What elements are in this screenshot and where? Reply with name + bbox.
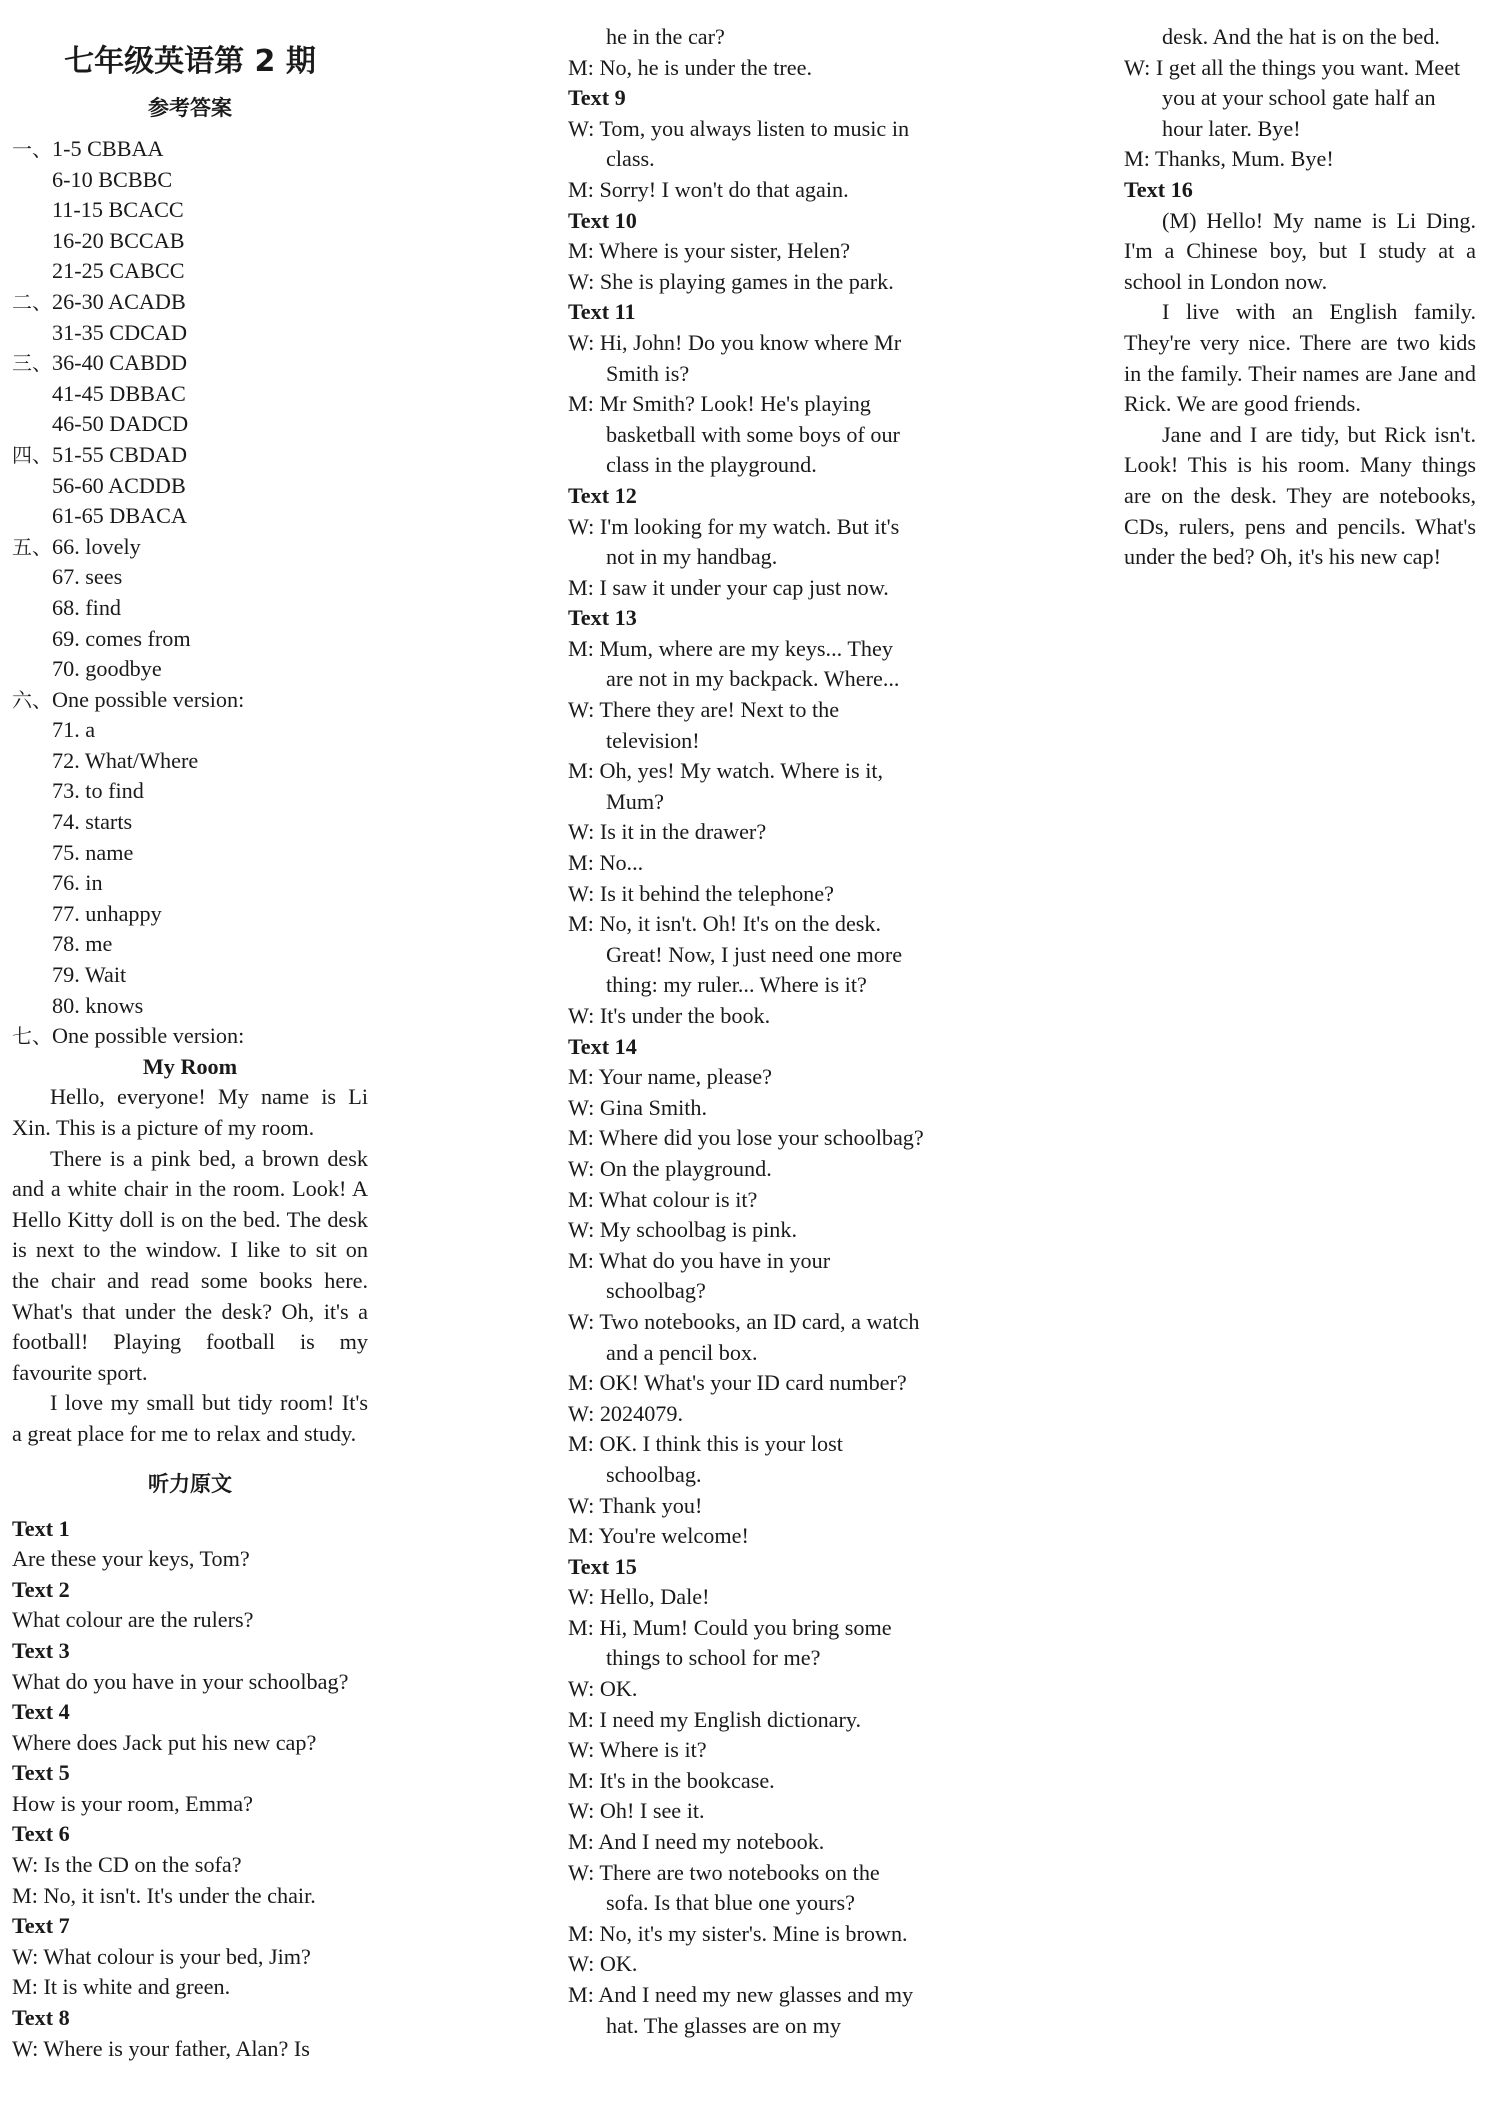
continued-line: desk. And the hat is on the bed. [1162,24,1440,49]
answer-text: 79. Wait [52,962,127,988]
section-number: 六、 [12,687,52,712]
answer-text: 11-15 BCACC [52,197,184,223]
answer-row [12,593,368,624]
answer-row [12,868,368,899]
dialogue-line: W: I get all the things you want. Meet you at your school gate half an hour later. Bye! [1124,54,1461,141]
dialogue-line: M: Mr Smith? Look! He's playing basketball with some boys of our class in the playground. [568,391,900,478]
text-label: Text 11 [568,299,636,325]
answer-text: 73. to find [52,778,144,804]
answer-row [12,960,368,991]
dialogue-line: M: What do you have in your schoolbag? [568,1247,831,1304]
dialogue-line: M: And I need my new glasses and my hat. The glasses are on my [568,1982,914,2038]
answer-text: 16-20 BCCAB [52,227,185,253]
section-number: 一、 [12,137,52,161]
answer-text: 80. knows [52,992,144,1018]
answer-row [12,195,368,226]
text-label: Text 1 [12,1515,70,1541]
dialogue-line: M: No... [568,850,644,876]
answer-text: 61-65 DBACA [52,503,187,529]
answer-row [12,318,368,349]
answer-text: One possible version: [52,1023,245,1049]
dialogue-line: W: Where is your father, Alan? Is [12,2035,310,2061]
answer-text: 71. a [52,717,96,743]
answer-text: 21-25 CABCC [52,258,185,284]
text-label: Text 7 [12,1913,70,1939]
text-label: Text 12 [568,482,637,508]
transcript-paragraph: (M) Hello! My name is Li Ding. I'm a Chinese boy, but I study at a school in London now. [1124,207,1476,294]
section-number: 七、 [12,1024,52,1049]
transcript-line: What do you have in your schoolbag? [12,1668,349,1694]
answer-text: 67. sees [52,564,123,590]
answer-text: One possible version: [52,686,245,712]
dialogue-line: M: OK! What's your ID card number? [568,1370,907,1396]
dialogue-line: M: It's in the bookcase. [568,1767,775,1793]
transcript-line: Where does Jack put his new cap? [12,1729,317,1755]
answer-key-heading: 参考答案 [148,96,232,120]
dialogue-line: W: There are two notebooks on the sofa. Is that blue one yours? [568,1859,880,1916]
dialogue-line: M: Hi, Mum! Could you bring some things to school for me? [568,1614,892,1671]
text-label: Text 2 [12,1576,70,1602]
dialogue-line: W: Thank you! [568,1492,703,1518]
answer-row [12,685,368,716]
transcript-paragraph: I live with an English family. They're very nice. There are two kids in the family. Their names are Jane and Rick. We are good friends. [1124,299,1476,417]
answer-row [12,134,368,165]
answer-row [12,440,368,471]
answer-text: 36-40 CABDD [52,350,187,376]
answer-row [12,929,368,960]
section-number: 二、 [12,289,52,314]
transcript-line: Are these your keys, Tom? [12,1546,250,1572]
text-label: Text 3 [12,1637,70,1663]
section-number: 三、 [12,351,52,376]
answer-row [12,562,368,593]
dialogue-line: W: Is the CD on the sofa? [12,1852,242,1878]
dialogue-line: M: Mum, where are my keys... They are not in my backpack. Where... [568,635,900,692]
text-label: Text 13 [568,605,637,631]
dialogue-line: M: Thanks, Mum. Bye! [1124,146,1334,172]
dialogue-line: M: You're welcome! [568,1523,749,1549]
answer-text: 46-50 DADCD [52,411,189,437]
dialogue-line: W: There they are! Next to the television! [568,697,840,753]
text-label: Text 5 [12,1760,70,1786]
answer-row [12,776,368,807]
transcript-paragraph: Jane and I are tidy, but Rick isn't. Look! This is his room. Many things are on the desk. They are notebooks, CDs, rulers, pens and pencils. What's under the bed? Oh, it's his new cap! [1124,421,1476,570]
dialogue-line: W: Gina Smith. [568,1094,708,1120]
column-1 [12,22,368,2064]
section-number: 四、 [12,442,52,467]
dialogue-line: M: No, he is under the tree. [568,54,812,80]
dialogue-line: W: Two notebooks, an ID card, a watch and a pencil box. [568,1308,920,1365]
answer-row [12,287,368,318]
dialogue-line: W: She is playing games in the park. [568,268,894,294]
essay-paragraph: I love my small but tidy room! It's a great place for me to relax and study. [12,1390,368,1446]
transcript-part-1 [12,1514,368,2065]
dialogue-line: M: And I need my notebook. [568,1829,825,1855]
dialogue-line: W: Hello, Dale! [568,1584,710,1610]
answer-text: 76. in [52,870,103,896]
essay-paragraph: There is a pink bed, a brown desk and a white chair in the room. Look! A Hello Kitty doll is on the bed. The desk is next to the window. I like to sit on the chair and read some books here. What's that under the desk? Oh, it's a football! Playing football is my favourite sport. [12,1145,368,1385]
answer-row [12,165,368,196]
dialogue-line: M: Your name, please? [568,1064,772,1090]
answer-row [12,838,368,869]
dialogue-line: M: Where is your sister, Helen? [568,238,851,264]
answer-row [12,409,368,440]
answer-row [12,991,368,1022]
text-label: Text 6 [12,1821,70,1847]
answer-text: 77. unhappy [52,900,162,926]
answer-text: 1-5 CBBAA [52,136,164,161]
dialogue-line: W: What colour is your bed, Jim? [12,1943,311,1969]
dialogue-line: M: I need my English dictionary. [568,1706,862,1732]
text-label: Text 16 [1124,176,1193,202]
answer-row [12,654,368,685]
answer-text: 68. find [52,594,122,620]
answer-row [12,532,368,563]
continued-line: he in the car? [606,24,725,49]
dialogue-line: M: OK. I think this is your lost schoolbag. [568,1431,843,1487]
text-label: Text 15 [568,1553,637,1579]
answer-text: 6-10 BCBBC [52,166,173,192]
dialogue-line: M: No, it isn't. It's under the chair. [12,1882,316,1908]
dialogue-line: W: My schoolbag is pink. [568,1217,798,1243]
answer-text: 41-45 DBBAC [52,380,186,406]
column-3 [1124,22,1476,573]
dialogue-line: M: What colour is it? [568,1186,758,1212]
answer-text: 78. me [52,931,113,957]
essay-title: My Room [142,1053,238,1079]
answer-row [12,807,368,838]
dialogue-line: W: It's under the book. [568,1003,771,1028]
answer-row [12,501,368,532]
dialogue-line: M: Where did you lose your schoolbag? [568,1125,924,1151]
answer-row [12,471,368,502]
answer-list [12,134,368,1052]
page-title: 七年级英语第 2 期 [64,44,316,79]
dialogue-line: M: Sorry! I won't do that again. [568,176,849,202]
dialogue-line: W: Hi, John! Do you know where Mr Smith is? [568,329,902,386]
answer-text: 74. starts [52,809,133,835]
text-label: Text 10 [568,207,637,233]
answer-row [12,256,368,287]
dialogue-line: M: No, it isn't. Oh! It's on the desk. Great! Now, I just need one more thing: my ruler... Where is it? [568,911,903,998]
text-label: Text 8 [12,2005,70,2031]
answer-text: 69. comes from [52,625,191,651]
answer-text: 75. name [52,839,134,865]
answer-row [12,379,368,410]
answer-text: 66. lovely [52,533,141,559]
dialogue-line: W: 2024079. [568,1400,684,1426]
answer-text: 26-30 ACADB [52,288,186,314]
answer-text: 31-35 CDCAD [52,319,187,345]
transcript-line: What colour are the rulers? [12,1607,254,1633]
dialogue-line: M: No, it's my sister's. Mine is brown. [568,1920,908,1946]
transcript-part-3 [1124,22,1476,573]
dialogue-line: W: OK. [568,1951,638,1977]
transcript-heading: 听力原文 [148,1471,232,1496]
text-label: Text 4 [12,1699,70,1725]
answer-text: 56-60 ACDDB [52,472,186,498]
answer-row [12,899,368,930]
dialogue-line: W: Tom, you always listen to music in class. [568,115,910,172]
answer-row [12,1021,368,1052]
column-2 [568,22,924,2041]
transcript-line: How is your room, Emma? [12,1790,253,1816]
dialogue-line: W: Is it behind the telephone? [568,880,834,906]
answer-row [12,624,368,655]
essay-body [12,1082,368,1449]
answer-text: 70. goodbye [52,656,162,682]
text-label: Text 14 [568,1033,637,1059]
answer-row [12,715,368,746]
answer-row [12,348,368,379]
dialogue-line: W: Oh! I see it. [568,1798,705,1824]
dialogue-line: M: It is white and green. [12,1974,231,2000]
essay-paragraph: Hello, everyone! My name is Li Xin. This is a picture of my room. [12,1084,368,1140]
answer-text: 51-55 CBDAD [52,441,187,467]
dialogue-line: W: On the playground. [568,1155,772,1181]
transcript-part-2 [568,22,924,2041]
text-label: Text 9 [568,85,626,111]
dialogue-line: M: Oh, yes! My watch. Where is it, Mum? [568,758,884,814]
dialogue-line: W: I'm looking for my watch. But it's not in my handbag. [568,513,900,570]
section-number: 五、 [12,534,52,559]
answer-text: 72. What/Where [52,747,199,773]
dialogue-line: W: Where is it? [568,1737,707,1763]
dialogue-line: W: OK. [568,1676,638,1702]
answer-row [12,226,368,257]
dialogue-line: M: I saw it under your cap just now. [568,574,889,600]
dialogue-line: W: Is it in the drawer? [568,819,767,845]
answer-row [12,746,368,777]
